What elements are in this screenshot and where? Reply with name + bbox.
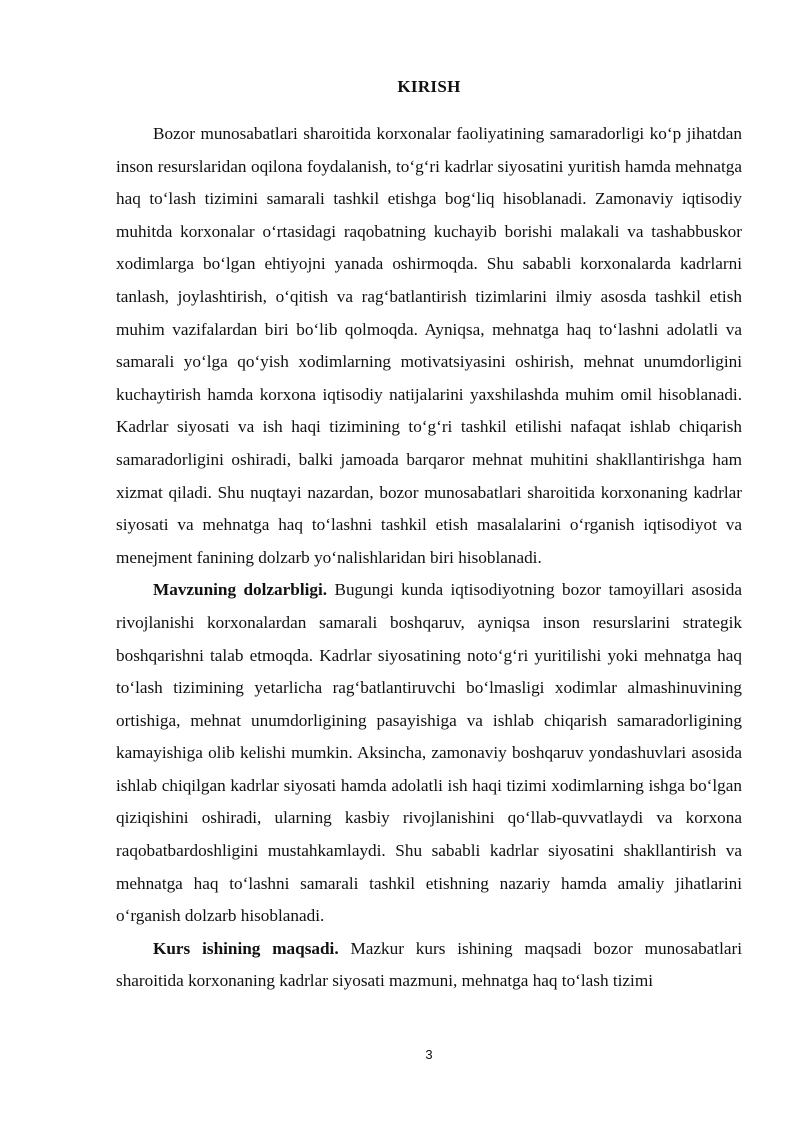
page-number: 3 — [425, 1047, 433, 1062]
paragraph-lead: Kurs ishining maqsadi. — [153, 938, 339, 958]
paragraph-introduction — [116, 118, 742, 574]
paragraph-lead: Mavzuning dolzarbligi. — [153, 580, 328, 600]
paragraph-text: Bugungi kunda iqtisodiyotning bozor tamoyillari asosida rivojlanishi korxonalardan samarali boshqaruv, ayniqsa inson resurslarini strategik boshqarishni talab etmoqda. Kadrlar siyosatining noto‘g‘ri yuritilishi yoki mehnatga haq to‘lash tizimining yetarlicha rag‘batlantiruvchi bo‘lmasligi xodimlar almashinuvining ortishiga, mehnat unumdorligining pasayishiga va ishlab chiqarish samaradorligining kamayishiga olib kelishi mumkin. Aksincha, zamonaviy boshqaruv yondashuvlari asosida ishlab chiqilgan kadrlar siyosati hamda adolatli ish haqi tizimi xodimlarning ishga bo‘lgan qiziqishini oshiradi, ularning kasbiy rivojlanishini qo‘llab-quvvatlaydi va korxona raqobatbardoshligini mustahkamlaydi. Shu sababli kadrlar siyosatini shakllantirish va mehnatga haq to‘lashni samarali tashkil etishning nazariy hamda amaliy jihatlarini o‘rganish dolzarb hisoblanadi. — [116, 580, 742, 926]
body-text — [116, 118, 742, 998]
paragraph-text: Mazkur kurs ishining maqsadi bozor munosabatlari sharoitida korxonaning kadrlar siyosati mazmuni, mehnatga haq to‘lash tizimi — [116, 938, 742, 991]
paragraph-text: Bozor munosabatlari sharoitida korxonalar faoliyatining samaradorligi ko‘p jihatdan inson resurslaridan oqilona foydalanish, to‘g‘ri kadrlar siyosatini yuritish hamda mehnatga haq to‘lash tizimini samarali tashkil etishga bog‘liq hisoblanadi. Zamonaviy iqtisodiy muhitda korxonalar o‘rtasidagi raqobatning kuchayib borishi malakali va tashabbuskor xodimlarga bo‘lgan ehtiyojni yanada oshirmoqda. Shu sababli korxonalarda kadrlarni tanlash, joylashtirish, o‘qitish va rag‘batlantirish tizimlarini ilmiy asosda tashkil etish muhim vazifalardan biri bo‘lib qolmoqda. Ayniqsa, mehnatga haq to‘lashni adolatli va samarali yo‘lga qo‘yish xodimlarning motivatsiyasini oshirish, mehnat unumdorligini kuchaytirish hamda korxona iqtisodiy natijalarini yaxshilashda muhim omil hisoblanadi. Kadrlar siyosati va ish haqi tizimining to‘g‘ri tashkil etilishi nafaqat ishlab chiqarish samaradorligini oshiradi, balki jamoada barqaror mehnat muhitini shakllantirishga ham xizmat qiladi. Shu nuqtayi nazardan, bozor munosabatlari sharoitida korxonaning kadrlar siyosati va mehnatga haq to‘lashni tashkil etish masalalarini o‘rganish iqtisodiyot va menejment fanining dolzarb yo‘nalishlaridan biri hisoblanadi. — [116, 124, 742, 567]
paragraph-relevance — [116, 574, 742, 933]
section-title: KIRISH — [397, 77, 461, 96]
paragraph-aim — [116, 933, 742, 998]
